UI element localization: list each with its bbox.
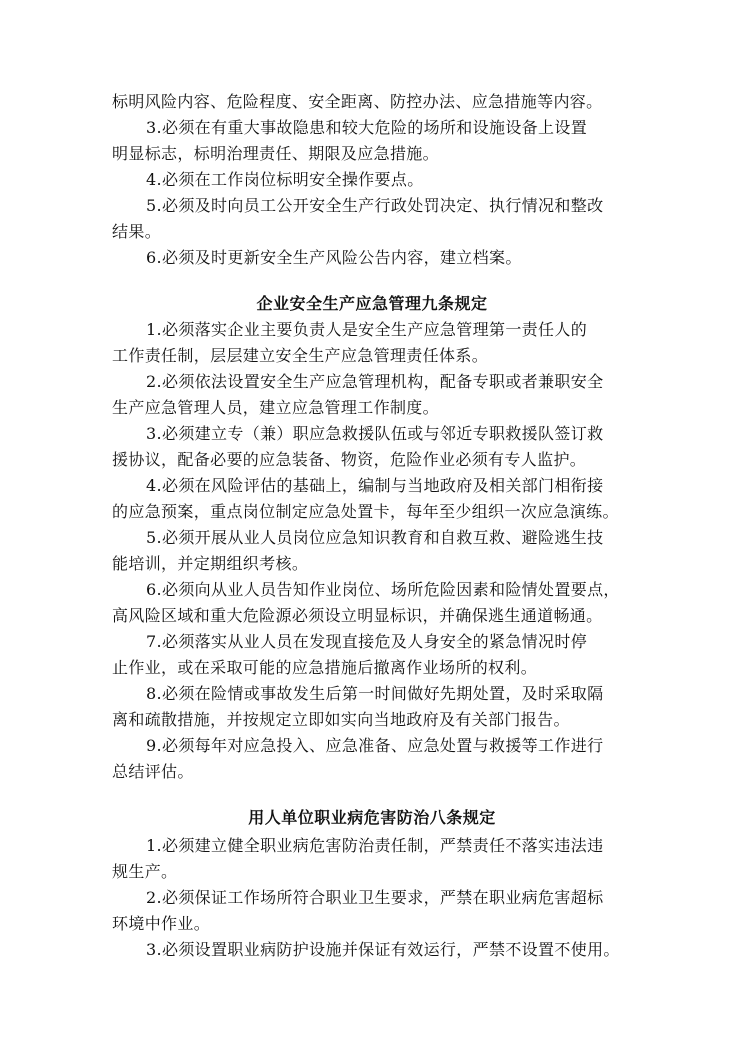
paragraph-line: 3.必须建立专（兼）职应急救援队伍或与邻近专职救援队签订救 — [146, 424, 604, 443]
section-title: 用人单位职业病危害防治八条规定 — [248, 808, 496, 827]
paragraph-line: 环境中作业。 — [112, 914, 211, 933]
paragraph-line: 5.必须开展从业人员岗位应急知识教育和自救互救、避险逃生技 — [146, 528, 604, 547]
paragraph-line: 2.必须保证工作场所符合职业卫生要求，严禁在职业病危害超标 — [146, 888, 604, 907]
paragraph-line: 生产应急管理人员，建立应急管理工作制度。 — [112, 398, 440, 417]
paragraph-line: 结果。 — [112, 222, 162, 241]
paragraph-line: 高风险区域和重大危险源必须设立明显标识，并确保逃生通道畅通。 — [112, 606, 603, 625]
section-title: 企业安全生产应急管理九条规定 — [256, 294, 488, 313]
paragraph-line: 离和疏散措施，并按规定立即如实向当地政府及有关部门报告。 — [112, 710, 570, 729]
paragraph-line: 9.必须每年对应急投入、应急准备、应急处置与救援等工作进行 — [146, 736, 604, 755]
paragraph-line: 援协议，配备必要的应急装备、物资，危险作业必须有专人监护。 — [112, 450, 587, 469]
paragraph-line: 3.必须在有重大事故隐患和较大危险的场所和设施设备上设置 — [146, 118, 588, 137]
paragraph-line: 明显标志，标明治理责任、期限及应急措施。 — [112, 144, 440, 163]
paragraph-line: 止作业，或在采取可能的应急措施后撤离作业场所的权利。 — [112, 658, 538, 677]
paragraph-line: 4.必须在风险评估的基础上，编制与当地政府及相关部门相衔接 — [146, 476, 604, 495]
paragraph-line: 总结评估。 — [112, 762, 194, 781]
paragraph-line: 2.必须依法设置安全生产应急管理机构，配备专职或者兼职安全 — [146, 372, 604, 391]
paragraph-line: 1.必须落实企业主要负责人是安全生产应急管理第一责任人的 — [146, 320, 588, 339]
paragraph-line: 的应急预案，重点岗位制定应急处置卡，每年至少组织一次应急演练。 — [112, 502, 619, 521]
paragraph-line: 7.必须落实从业人员在发现直接危及人身安全的紧急情况时停 — [146, 632, 588, 651]
paragraph-line: 规生产。 — [112, 862, 178, 881]
paragraph-line: 工作责任制，层层建立安全生产应急管理责任体系。 — [112, 346, 489, 365]
paragraph-line: 4.必须在工作岗位标明安全操作要点。 — [146, 170, 424, 189]
paragraph-line: 5.必须及时向员工公开安全生产行政处罚决定、执行情况和整改 — [146, 196, 604, 215]
paragraph-line: 标明风险内容、危险程度、安全距离、防控办法、应急措施等内容。 — [112, 92, 603, 111]
paragraph-line: 6.必须及时更新安全生产风险公告内容，建立档案。 — [146, 248, 522, 267]
paragraph-line: 8.必须在险情或事故发生后第一时间做好先期处置，及时采取隔 — [146, 684, 604, 703]
paragraph-line: 1.必须建立健全职业病危害防治责任制，严禁责任不落实违法违 — [146, 836, 604, 855]
paragraph-line: 3.必须设置职业病防护设施并保证有效运行，严禁不设置不使用。 — [146, 940, 620, 959]
paragraph-line: 6.必须向从业人员告知作业岗位、场所危险因素和险情处置要点， — [146, 580, 620, 599]
paragraph-line: 能培训，并定期组织考核。 — [112, 554, 309, 573]
